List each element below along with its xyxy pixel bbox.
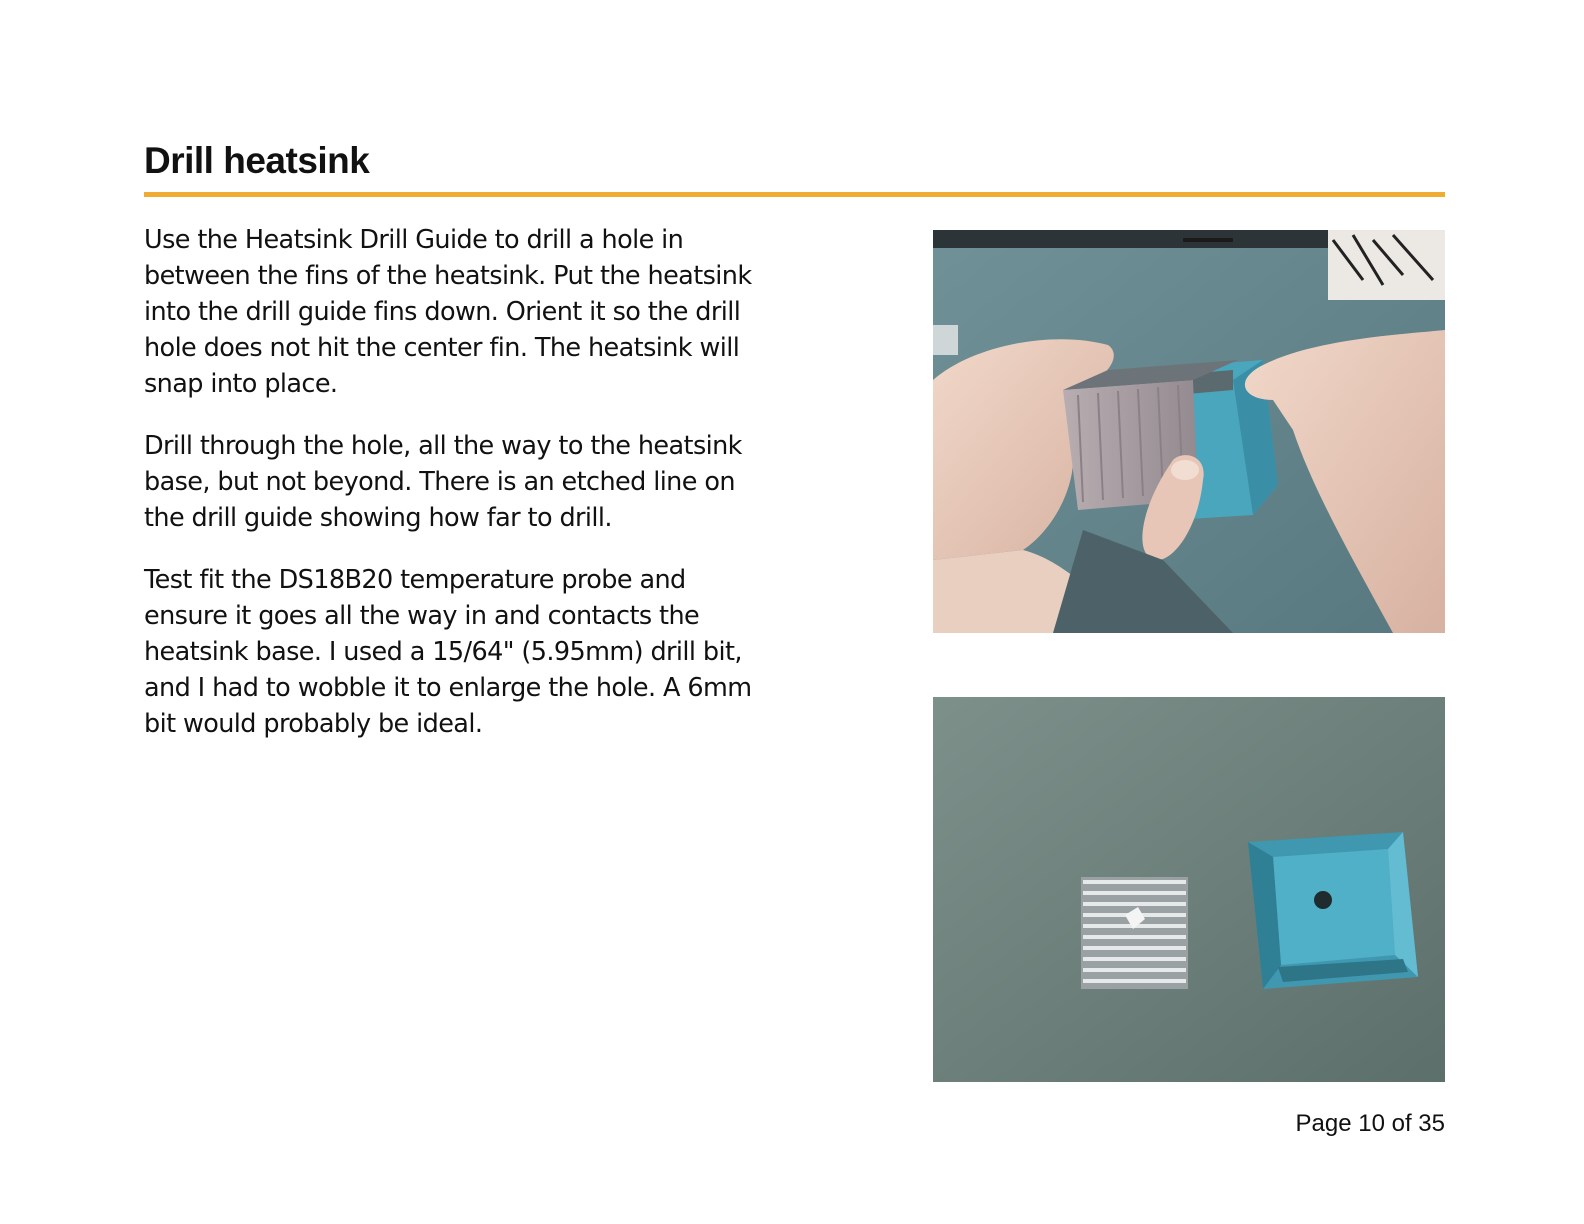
heatsink-in-guide-image — [933, 230, 1445, 633]
paragraph-drill-guide: Use the Heatsink Drill Guide to drill a hole in between the fins of the heatsink. Put the heatsink into the drill guide fins down. Orient it so the drill hole does not hit the center fin. The heatsink will snap into place. — [144, 225, 752, 399]
instructions-text — [144, 222, 764, 768]
paragraph-drill-depth: Drill through the hole, all the way to the heatsink base, but not beyond. There is an etched line on the drill guide showing how far to drill. — [144, 431, 742, 533]
photo-heatsink-in-guide — [933, 230, 1445, 633]
photo-drilled-heatsink-and-guide — [933, 697, 1445, 1082]
drilled-heatsink-image — [933, 697, 1445, 1082]
page-number: Page 10 of 35 — [1295, 1110, 1445, 1137]
page-title: Drill heatsink — [144, 140, 370, 181]
heading-underline — [144, 192, 1445, 197]
paragraph-test-fit: Test fit the DS18B20 temperature probe and ensure it goes all the way in and contacts the heatsink base. I used a 15/64" (5.95mm) drill bit, and I had to wobble it to enlarge the hole. A 6mm bit would probably be ideal. — [144, 565, 752, 739]
